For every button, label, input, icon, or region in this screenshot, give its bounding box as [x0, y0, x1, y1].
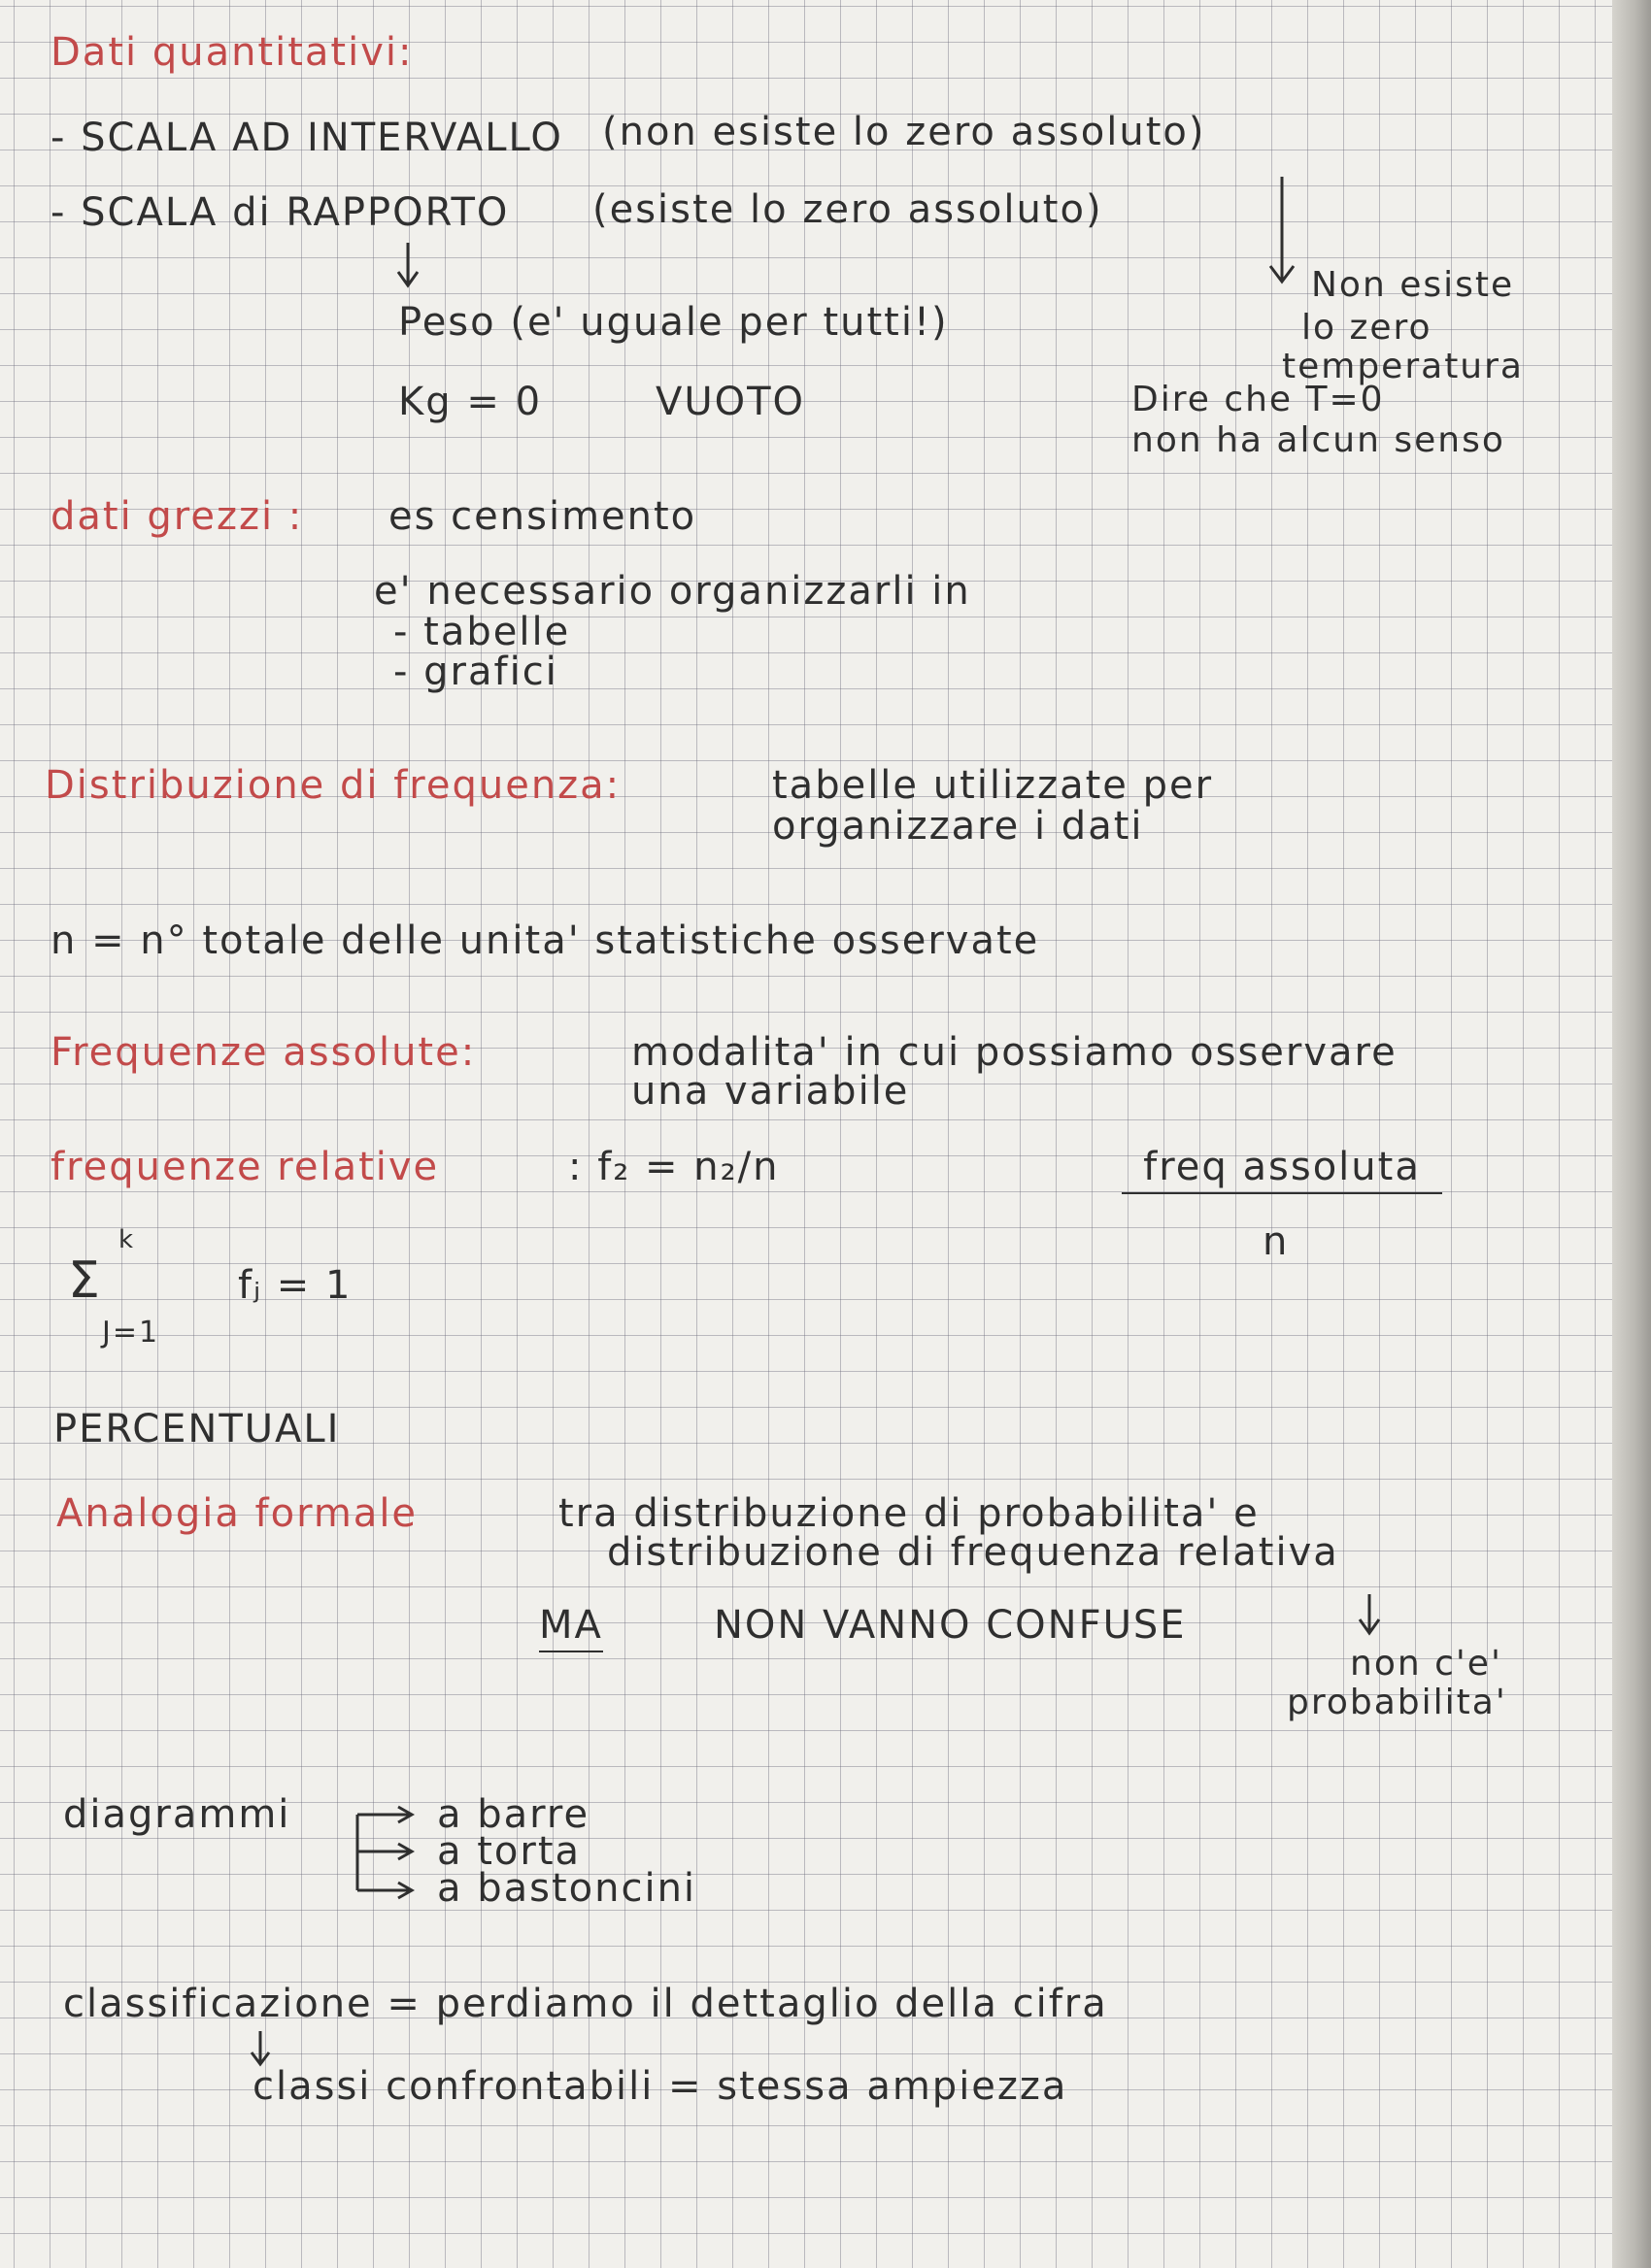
- arrow-down-icon: [1263, 175, 1301, 286]
- scala-rapporto-note: (esiste lo zero assoluto): [592, 187, 1103, 232]
- page-edge: [1612, 0, 1651, 2268]
- vuoto-label: VUOTO: [656, 380, 806, 424]
- heading-percentuali: PERCENTUALI: [53, 1407, 341, 1451]
- arrow-down-icon: [393, 241, 422, 289]
- sigma-lower-limit: J=1: [102, 1316, 160, 1350]
- heading-analogia-formale: Analogia formale: [56, 1491, 419, 1536]
- relative-fraction-denominator: n: [1263, 1219, 1290, 1264]
- sigma-upper-limit: k: [118, 1225, 136, 1254]
- diagrammi-item: a torta: [437, 1829, 582, 1874]
- side-note-line: temperatura: [1282, 347, 1524, 386]
- scala-intervallo-note: (non esiste lo zero assoluto): [602, 110, 1206, 154]
- es-censimento: es censimento: [388, 494, 697, 539]
- heading-frequenze-assolute: Frequenze assolute:: [51, 1030, 477, 1075]
- diagrammi-item: a barre: [437, 1792, 590, 1837]
- non-c-e-note: non c'e': [1350, 1644, 1502, 1684]
- sum-body: fⱼ = 1: [238, 1263, 353, 1308]
- side-note-line: non ha alcun senso: [1131, 420, 1505, 460]
- kg-zero: Kg = 0: [398, 380, 543, 424]
- heading-distribuzione-frequenza: Distribuzione di frequenza:: [45, 763, 622, 808]
- assolute-def-line: una variabile: [631, 1069, 910, 1114]
- analogia-line: distribuzione di frequenza relativa: [607, 1530, 1339, 1575]
- analogia-line: tra distribuzione di probabilita' e: [558, 1491, 1260, 1536]
- grezzi-item: - tabelle: [393, 610, 571, 654]
- classificazione-line: classificazione = perdiamo il dettaglio della cifra: [63, 1982, 1108, 2026]
- classi-confrontabili-line: classi confrontabili = stessa ampiezza: [253, 2064, 1068, 2109]
- scala-intervallo: - SCALA AD INTERVALLO: [51, 116, 563, 160]
- ma-label: MA: [539, 1602, 603, 1652]
- grezzi-item: - grafici: [393, 650, 558, 694]
- branch-arrows-icon: [350, 1801, 427, 1908]
- probabilita-note: probabilita': [1287, 1683, 1507, 1722]
- heading-frequenze-relative: frequenze relative: [51, 1145, 440, 1189]
- heading-dati-quantitativi: Dati quantitativi:: [51, 30, 414, 75]
- diagrammi-label: diagrammi: [63, 1792, 291, 1837]
- heading-dati-grezzi: dati grezzi :: [51, 494, 304, 539]
- relative-formula: : f₂ = n₂/n: [568, 1145, 780, 1189]
- necessario-organizzarli: e' necessario organizzarli in: [374, 569, 971, 614]
- relative-fraction-numerator: freq assoluta: [1122, 1144, 1442, 1194]
- distribuzione-def-line: organizzare i dati: [772, 804, 1144, 849]
- arrow-down-icon: [1355, 1592, 1384, 1636]
- distribuzione-def-line: tabelle utilizzate per: [772, 763, 1214, 808]
- diagrammi-item: a bastoncini: [437, 1866, 697, 1911]
- peso-note: Peso (e' uguale per tutti!): [398, 300, 949, 345]
- side-note-line: lo zero: [1301, 308, 1432, 348]
- scala-rapporto: - SCALA di RAPPORTO: [51, 190, 510, 235]
- n-definition: n = n° totale delle unita' statistiche osservate: [51, 918, 1040, 963]
- assolute-def-line: modalita' in cui possiamo osservare: [631, 1030, 1398, 1075]
- non-vanno-confuse: NON VANNO CONFUSE: [714, 1603, 1187, 1648]
- side-note-line: Dire che T=0: [1131, 380, 1385, 419]
- side-note-line: Non esiste: [1311, 265, 1515, 305]
- arrow-down-icon: [248, 2029, 273, 2068]
- sigma-symbol: Σ: [68, 1251, 102, 1310]
